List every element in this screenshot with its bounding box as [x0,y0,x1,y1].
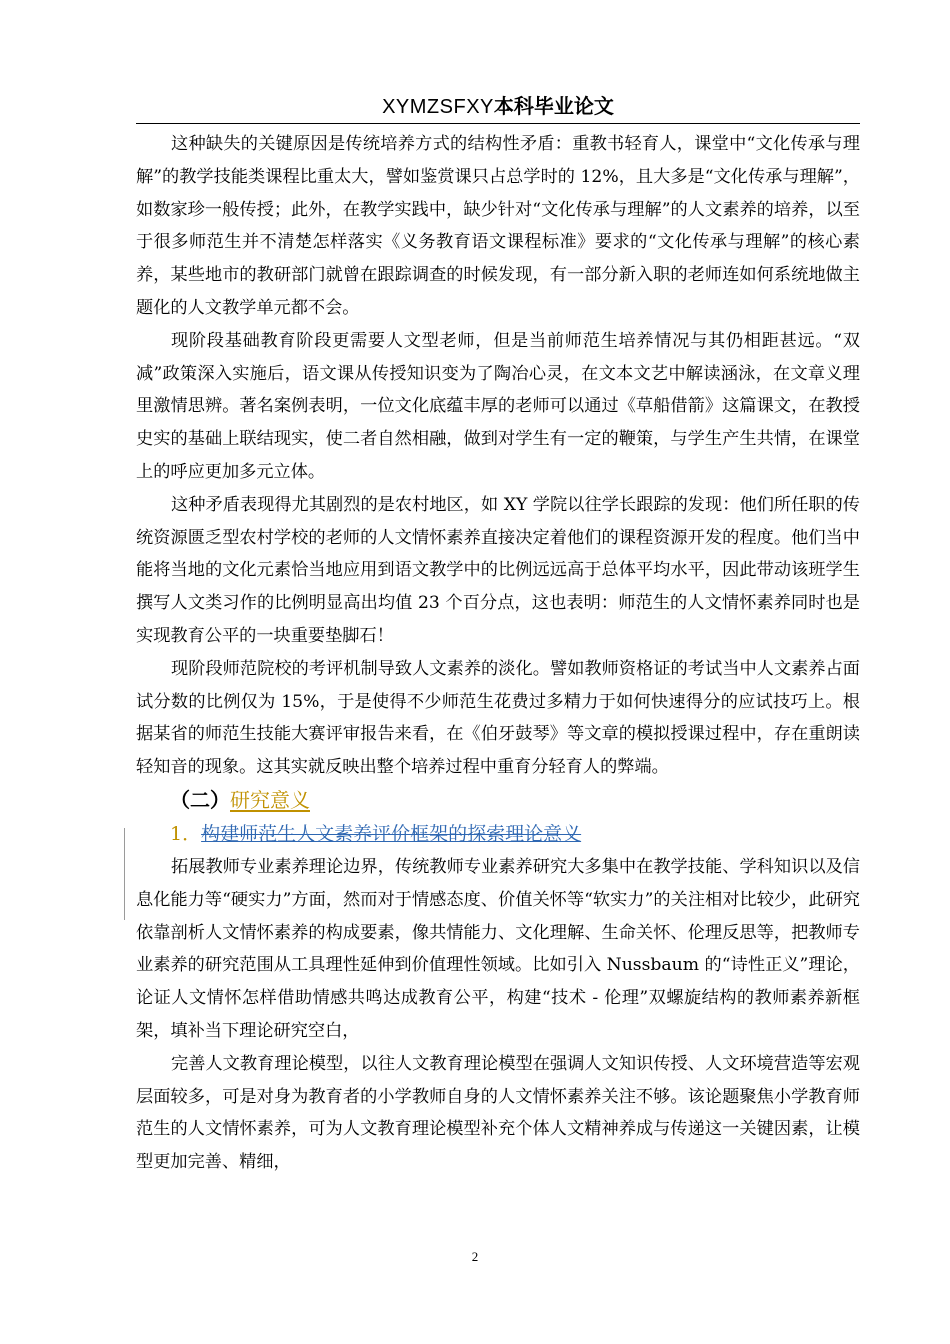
subsection-title: 构建师范生人文素养评价框架的探索理论意义 [201,822,582,845]
change-bar [124,828,125,920]
header-latin: XYMZSFXY [382,96,494,118]
subsection-heading [136,817,860,851]
paragraph: 现阶段师范院校的考评机制导致人文素养的淡化。譬如教师资格证的考试当中人文素养占面试分数的比例仅为 15%，于是使得不少师范生花费过多精力于如何快速得分的应试技巧上。根据某省的师范生技能大赛评审报告来看，在《伯牙鼓琴》等文章的模拟授课过程中，存在重朗读轻知音的现象。这其实就反映出整个培养过程中重育分轻育人的弊端。 [136,658,860,778]
section-number: （二） [170,787,230,812]
paragraph: 拓展教师专业素养理论边界，传统教师专业素养研究大多集中在教学技能、学科知识以及信息化能力等“硬实力”方面，然而对于情感态度、价值关怀等“软实力”的关注相对比较少，此研究依靠剖析人文情怀素养的构成要素，像共情能力、文化理解、生命关怀、伦理反思等，把教师专业素养的研究范围从工具理性延伸到价值理性领域。比如引入 Nussbaum 的“诗性正义”理论，论证人文情怀怎样借助情感共鸣达成教育公平，构建“技术 - 伦理”双螺旋结构的教师素养新框架，填补当下理论研究空白， [136,856,860,1041]
page-header [136,92,860,121]
subsection-number: 1． [170,822,202,845]
paragraph: 完善人文教育理论模型，以往人文教育理论模型在强调人文知识传授、人文环境营造等宏观层面较多，可是对身为教育者的小学教师自身的人文情怀素养关注不够。该论题聚焦小学教育师范生的人文情怀素养，可为人文教育理论模型补充个体人文精神养成与传递这一关键因素，让模型更加完善、精细， [136,1053,860,1173]
paragraph: 这种矛盾表现得尤其剧烈的是农村地区，如 XY 学院以往学长跟踪的发现：他们所任职的传统资源匮乏型农村学校的老师的人文情怀素养直接决定着他们的课程资源开发的程度。他们当中能将当地的文化元素恰当地应用到语文教学中的比例远远高于总体平均水平，因此带动该班学生撰写人文类习作的比例明显高出均值 23 个百分点，这也表明：师范生的人文情怀素养同时也是实现教育公平的一块重要垫脚石！ [136,494,860,646]
document-body [136,128,860,1179]
header-rule [136,123,860,124]
section-heading [136,784,860,817]
header-title: 本科毕业论文 [493,94,614,118]
page-number: 2 [471,1249,479,1264]
paragraph: 这种缺失的关键原因是传统培养方式的结构性矛盾：重教书轻育人，课堂中“文化传承与理解”的教学技能类课程比重太大，譬如鉴赏课只占总学时的 12%，且大多是“文化传承与理解”，如数家珍一般传授；此外，在教学实践中，缺少针对“文化传承与理解”的人文素养的培养，以至于很多师范生并不清楚怎样落实《义务教育语文课程标准》要求的“文化传承与理解”的核心素养，某些地市的教研部门就曾在跟踪调查的时候发现，有一部分新入职的老师连如何系统地做主题化的人文教学单元都不会。 [136,134,860,318]
paragraph: 现阶段基础教育阶段更需要人文型老师，但是当前师范生培养情况与其仍相距甚远。“双减”政策深入实施后，语文课从传授知识变为了陶冶心灵，在文本文艺中解读涵泳，在文章义理里激情思辨。著名案例表明，一位文化底蕴丰厚的老师可以通过《草船借箭》这篇课文，在教授史实的基础上联结现实，使二者自然相融，做到对学生有一定的鞭策，与学生产生共情，在课堂上的呼应更加多元立体。 [136,330,860,482]
section-title: 研究意义 [230,787,310,812]
